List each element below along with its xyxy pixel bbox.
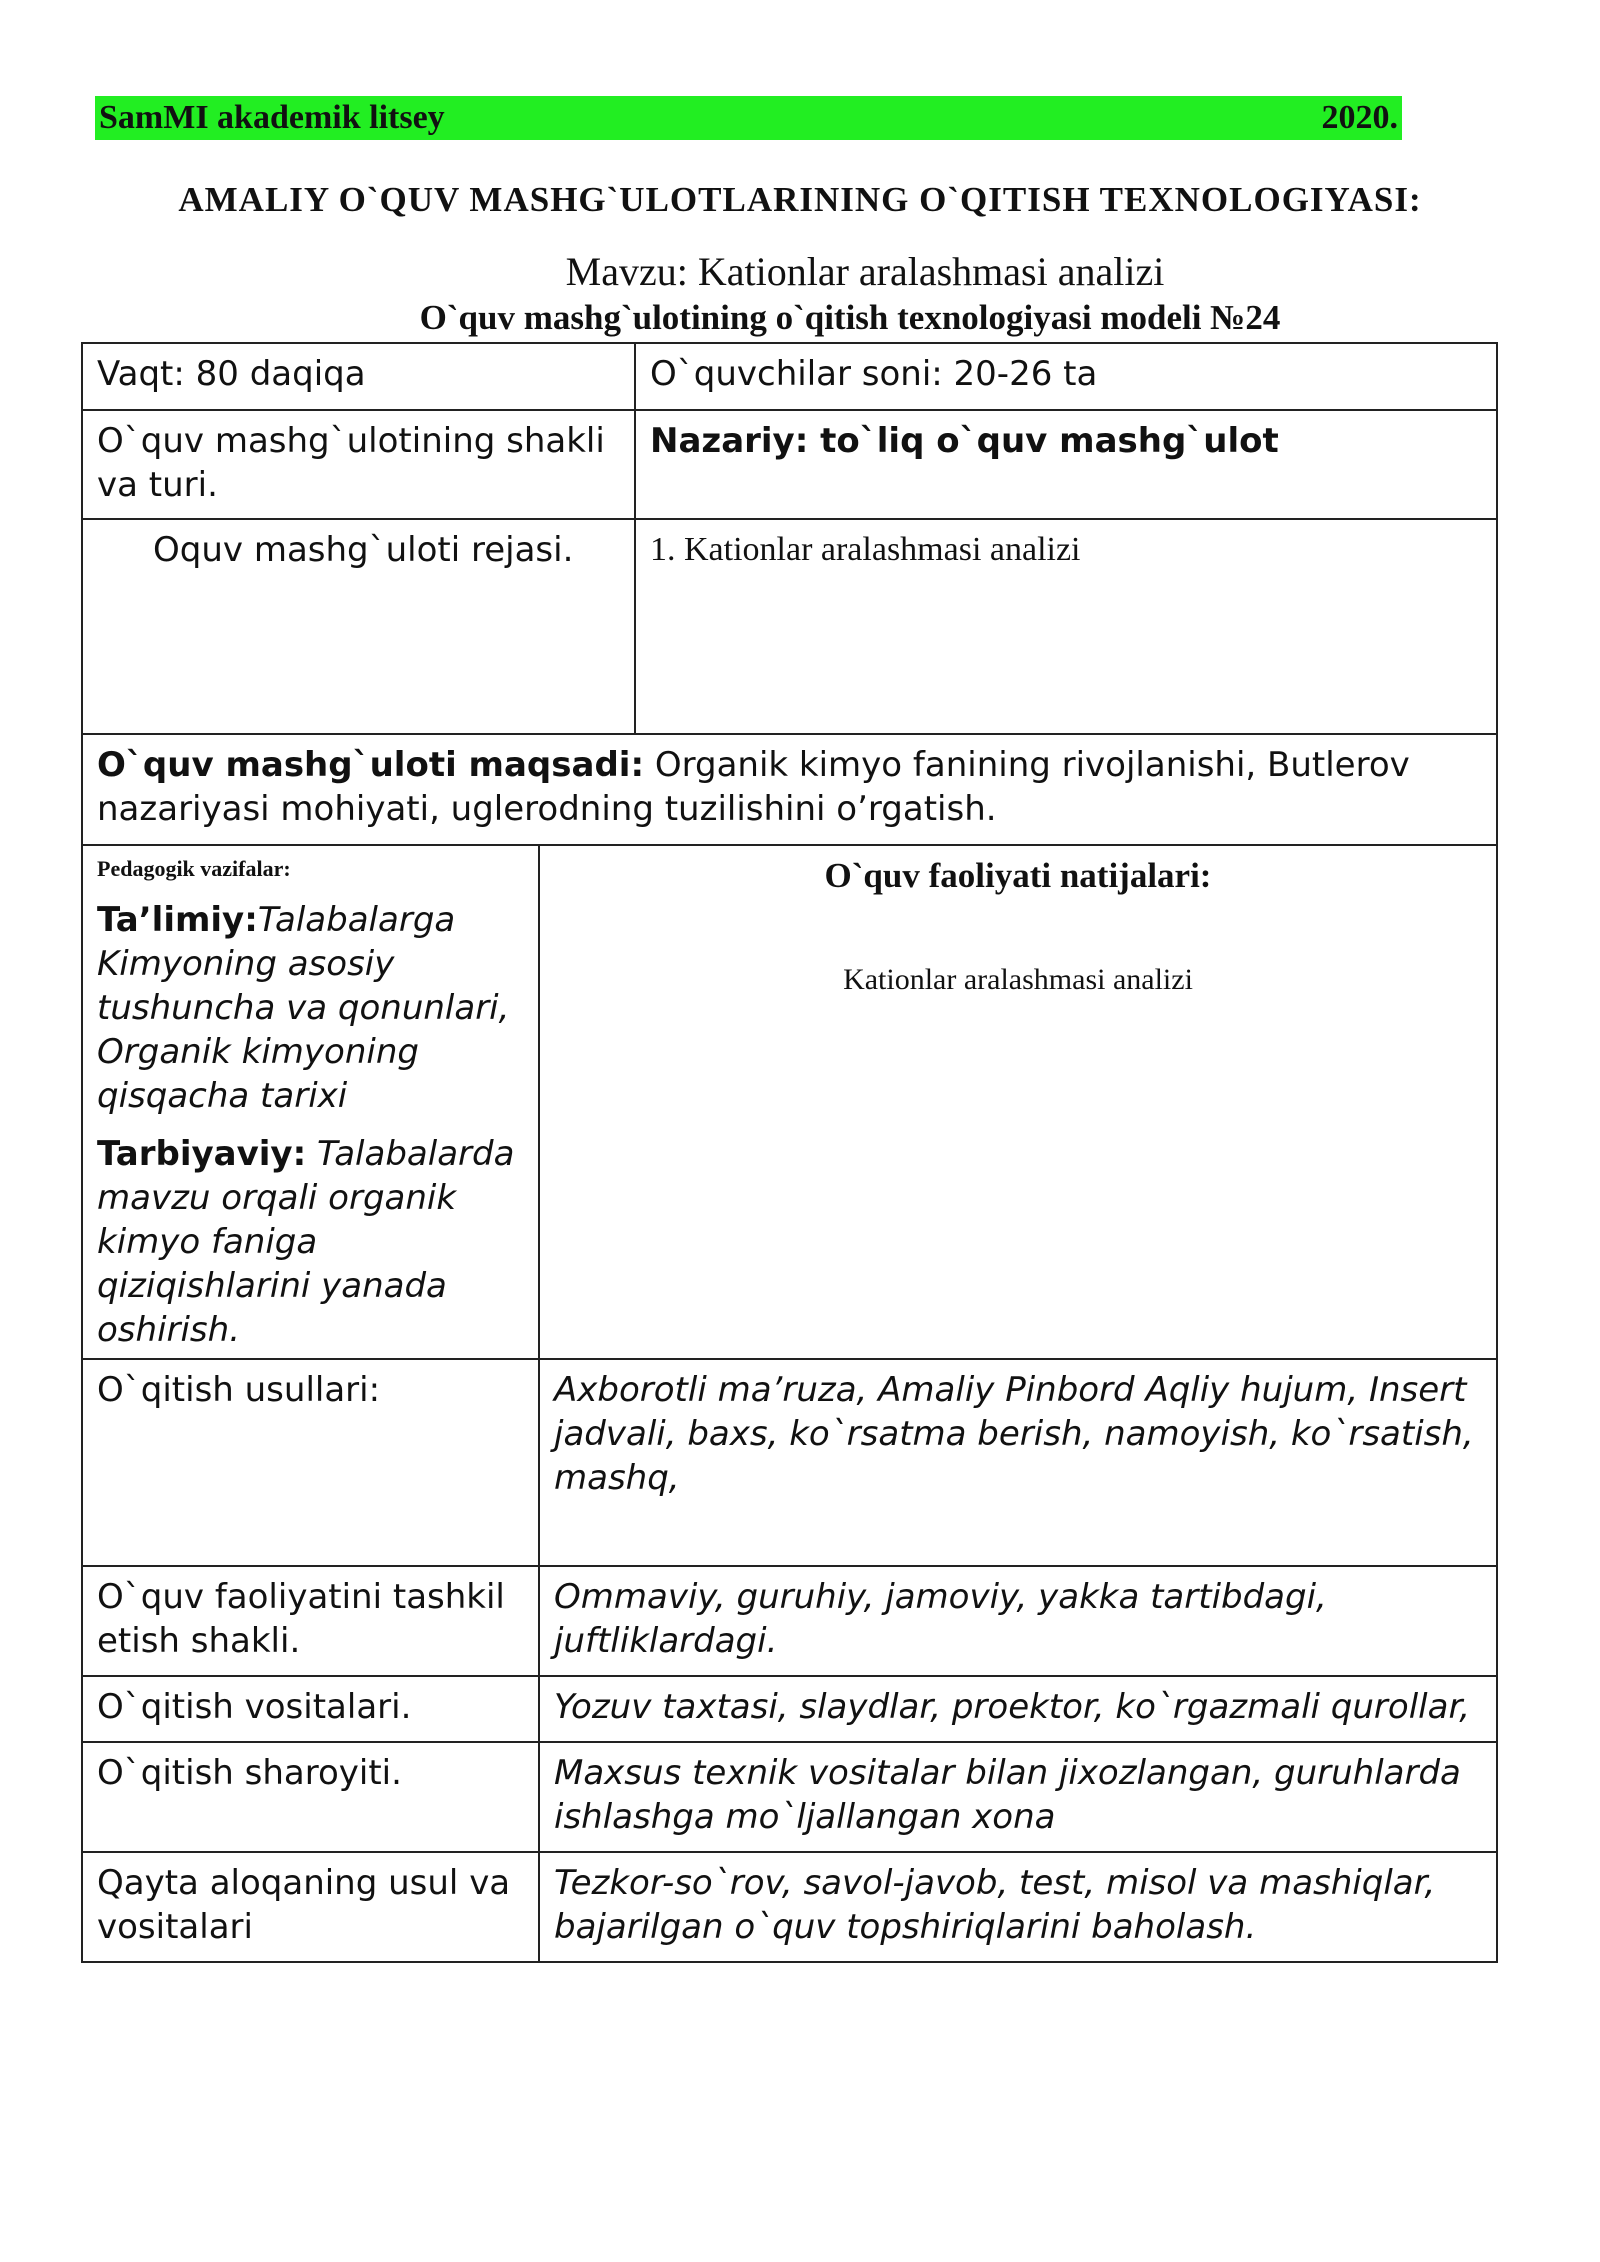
- row-label: O`qitish sharoyiti.: [82, 1742, 539, 1852]
- talimiy-block: [97, 898, 524, 1118]
- year: 2020.: [1321, 99, 1398, 136]
- goal-cell: [82, 734, 1497, 845]
- row-value: Yozuv taxtasi, slaydlar, proektor, ko`rgazmali qurollar,: [539, 1676, 1497, 1742]
- table-row: [82, 734, 1497, 845]
- row-label: O`qitish vositalari.: [82, 1676, 539, 1742]
- plan-label-cell: Oquv mashg`uloti rejasi.: [82, 519, 635, 734]
- subject-line: Mavzu: Kationlar aralashmasi analizi: [565, 249, 1165, 294]
- tasks-table: [81, 844, 1498, 1963]
- tarbiyaviy-block: [97, 1132, 524, 1352]
- results-value: Kationlar aralashmasi analizi: [843, 963, 1193, 996]
- header-bar: [95, 96, 1402, 140]
- table-row: [82, 519, 1497, 734]
- form-value-cell: Nazariy: to`liq o`quv mashg`ulot: [635, 410, 1497, 519]
- row-value: Ommaviy, guruhiy, jamoviy, yakka tartibdagi, juftliklardagi.: [539, 1566, 1497, 1676]
- page-title: AMALIY O`QUV MASHG`ULOTLARINING O`QITISH TEXNOLOGIYASI:: [178, 180, 1422, 219]
- table-row: [82, 845, 1497, 1359]
- pedagogical-tasks-cell: [82, 845, 539, 1359]
- pedagogical-tasks-label: Pedagogik vazifalar:: [97, 856, 291, 881]
- form-label-cell: O`quv mashg`ulotining shakli va turi.: [82, 410, 635, 519]
- school-name: SamMI akademik litsey: [99, 99, 445, 136]
- talimiy-label: Ta’limiy:: [97, 900, 258, 940]
- tarbiyaviy-label: Tarbiyaviy:: [97, 1134, 307, 1174]
- row-value: Tezkor-so`rov, savol-javob, test, misol va mashiqlar, bajarilgan o`quv topshiriqlarini baholash.: [539, 1852, 1497, 1962]
- table-row: [82, 1359, 1497, 1566]
- table-row: [82, 343, 1497, 410]
- results-cell: [539, 845, 1497, 1359]
- row-label: O`qitish usullari:: [82, 1359, 539, 1566]
- table-row: [82, 410, 1497, 519]
- table-row: [82, 1566, 1497, 1676]
- time-cell: Vaqt: 80 daqiqa: [82, 343, 635, 410]
- tarbiyaviy-value: Talabalarda mavzu orqali organik kimyo faniga qiziqishlarini yanada oshirish.: [97, 1134, 515, 1350]
- row-value: Axborotli ma’ruza, Amaliy Pinbord Aqliy hujum, Insert jadvali, baxs, ko`rsatma berish, namoyish, ko`rsatish, mashq,: [539, 1359, 1497, 1566]
- model-line: O`quv mashg`ulotining o`qitish texnologiyasi modeli №24: [419, 298, 1281, 337]
- talimiy-value: Talabalarga Kimyoning asosiy tushuncha va qonunlari, Organik kimyoning qisqacha tarixi: [97, 900, 510, 1116]
- table-row: [82, 1676, 1497, 1742]
- row-label: Qayta aloqaning usul va vositalari: [82, 1852, 539, 1962]
- plan-item-cell: 1. Kationlar aralashmasi analizi: [635, 519, 1497, 734]
- info-table: [81, 342, 1498, 846]
- table-row: [82, 1742, 1497, 1852]
- goal-label: O`quv mashg`uloti maqsadi:: [97, 745, 645, 785]
- row-value: Maxsus texnik vositalar bilan jixozlangan, guruhlarda ishlashga mo`ljallangan xona: [539, 1742, 1497, 1852]
- goal-value: Organik kimyo fanining rivojlanishi, Butlerov nazariyasi mohiyati, uglerodning tuzilishini o’rgatish.: [97, 745, 1410, 829]
- students-cell: O`quvchilar soni: 20-26 ta: [635, 343, 1497, 410]
- table-row: [82, 1852, 1497, 1962]
- row-label: O`quv faoliyatini tashkil etish shakli.: [82, 1566, 539, 1676]
- results-label: O`quv faoliyati natijalari:: [824, 856, 1212, 895]
